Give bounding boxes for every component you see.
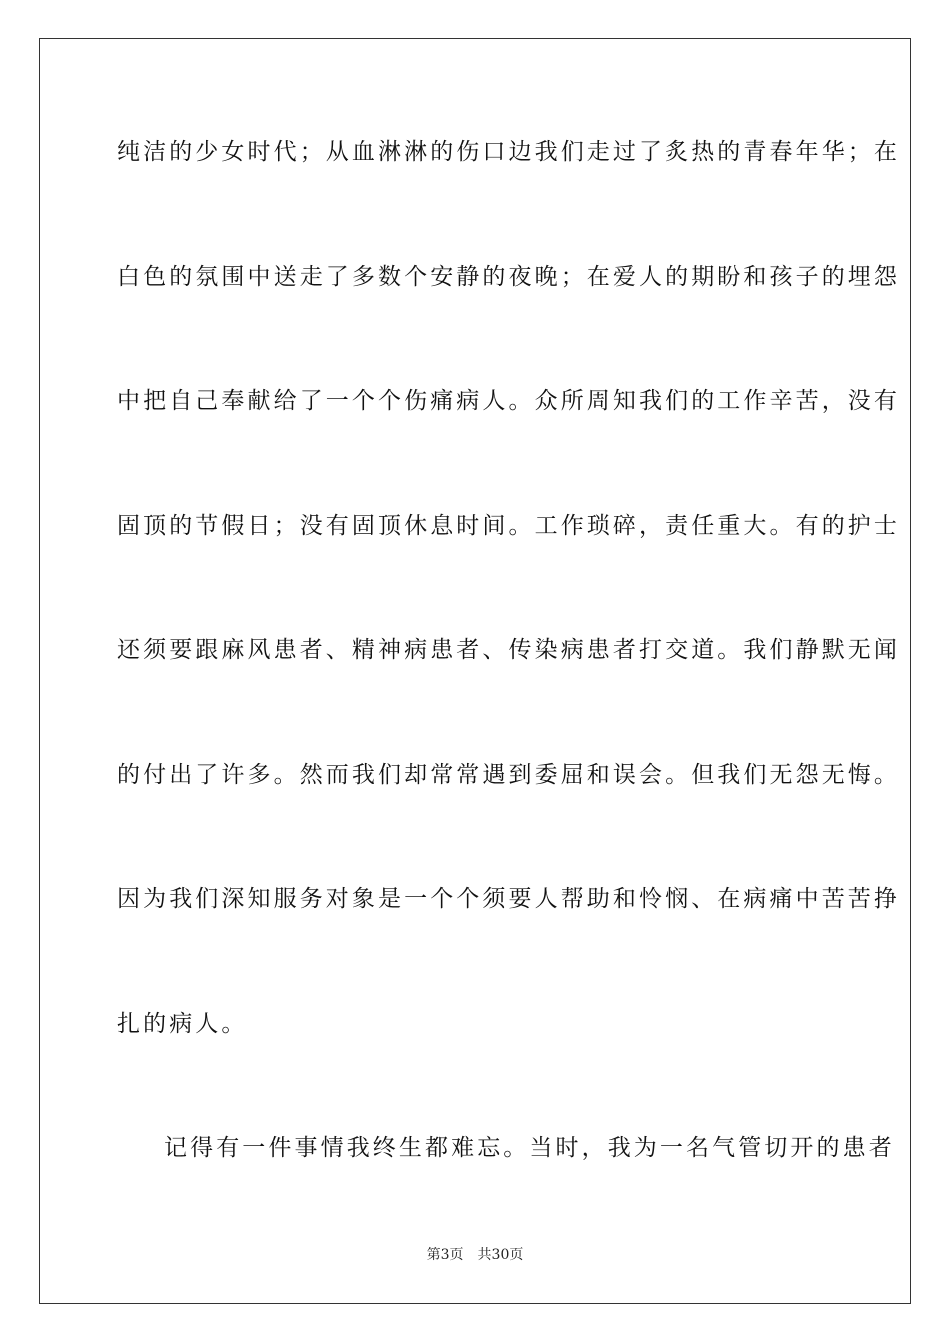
text-line: 的付出了许多。然而我们却常常遇到委屈和误会。但我们无怨无悔。 bbox=[117, 762, 900, 788]
page-footer bbox=[0, 1246, 950, 1264]
total-pages: 共30页 bbox=[477, 1247, 524, 1263]
text-line: 白色的氛围中送走了多数个安静的夜晚；在爱人的期盼和孩子的埋怨 bbox=[117, 264, 900, 290]
text-line: 中把自己奉献给了一个个伤痛病人。众所周知我们的工作辛苦，没有 bbox=[117, 388, 900, 414]
text-line: 还须要跟麻风患者、精神病患者、传染病患者打交道。我们静默无闻 bbox=[117, 637, 900, 663]
page-number: 第3页 bbox=[426, 1247, 464, 1263]
text-line: 固顶的节假日；没有固顶休息时间。工作琐碎，责任重大。有的护士 bbox=[117, 513, 900, 539]
text-line: 因为我们深知服务对象是一个个须要人帮助和怜悯、在病痛中苦苦挣 bbox=[117, 886, 900, 912]
page-border bbox=[39, 38, 911, 1304]
text-line: 纯洁的少女时代；从血淋淋的伤口边我们走过了炙热的青春年华；在 bbox=[117, 139, 900, 165]
text-line: 扎的病人。 bbox=[117, 1011, 248, 1037]
paragraph-first-line: 记得有一件事情我终生都难忘。当时，我为一名气管切开的患者 bbox=[164, 1135, 895, 1161]
